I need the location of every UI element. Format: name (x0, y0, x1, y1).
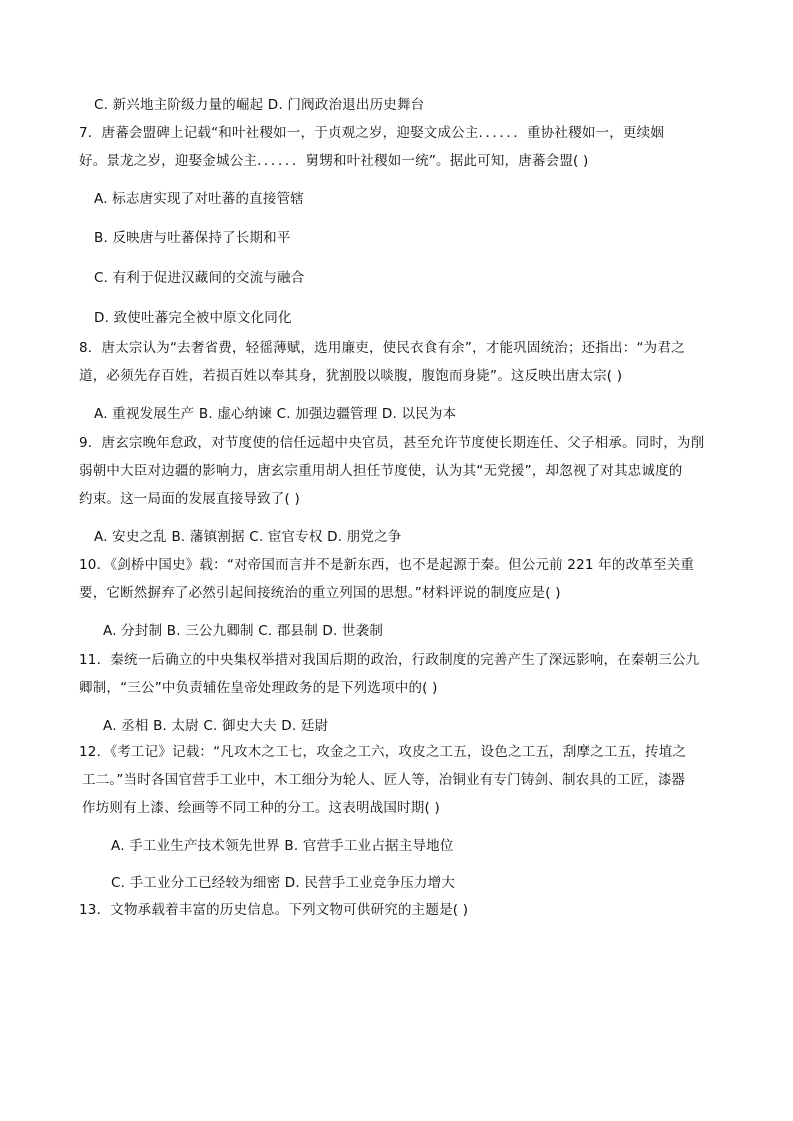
q12-options-ab: A. 手工业生产技术领先世界 B. 官营手工业占据主导地位 (111, 838, 454, 854)
q11-options: A. 丞相 B. 太尉 C. 御史大夫 D. 廷尉 (103, 718, 329, 734)
q9-stem-line-1: 9．唐玄宗晚年怠政，对节度使的信任远超中央官员，甚至允许节度使长期连任、父子相承。同时，为削 (79, 435, 705, 451)
q10-stem-line-1: 10．《剑桥中国史》载：“对帝国而言并不是新东西，也不是起源于秦。但公元前 221 年的改革至关重 (79, 557, 695, 573)
q8-stem-line-2: 道，必须先存百姓，若损百姓以奉其身，犹割股以啖腹，腹饱而身毙”。这反映出唐太宗( ) (79, 368, 623, 384)
q8-options: A. 重视发展生产 B. 虚心纳谏 C. 加强边疆管理 D. 以民为本 (94, 406, 457, 422)
q12-options-cd: C. 手工业分工已经较为细密 D. 民营手工业竞争压力增大 (111, 875, 456, 891)
q7-option-a: A. 标志唐实现了对吐蕃的直接管辖 (94, 191, 304, 207)
q9-stem-line-3: 约束。这一局面的发展直接导致了( ) (79, 491, 300, 507)
q7-option-b: B. 反映唐与吐蕃保持了长期和平 (94, 230, 291, 246)
q7-stem-line-1: 7．唐蕃会盟碑上记载“和叶社稷如一，于贞观之岁，迎娶文成公主．．．．．．重协社稷如一，更续姻 (79, 125, 665, 141)
q12-stem-line-1: 12．《考工记》记载：“凡攻木之工七，攻金之工六，攻皮之工五，设色之工五，刮摩之工五，抟埴之 (79, 744, 687, 760)
q9-stem-line-2: 弱朝中大臣对边疆的影响力，唐玄宗重用胡人担任节度使，认为其“无党援”，却忽视了对其忠诚度的 (79, 463, 683, 479)
q8-stem-line-1: 8．唐太宗认为“去奢省费，轻徭薄赋，选用廉吏，使民衣食有余”，才能巩固统治；还指出：“为君之 (79, 340, 685, 356)
q10-stem-line-2: 要，它断然摒弃了必然引起间接统治的重立列国的思想。”材料评说的制度应是( ) (79, 585, 561, 601)
q9-options: A. 安史之乱 B. 藩镇割据 C. 宦官专权 D. 朋党之争 (94, 529, 402, 545)
q12-stem-line-2: 工二。”当时各国官营手工业中，木工细分为轮人、匠人等，冶铜业有专门铸剑、制农具的工匠，漆器 (82, 772, 686, 788)
q11-stem-line-2: 卿制，“三公”中负责辅佐皇帝处理政务的是下列选项中的( ) (79, 680, 438, 696)
q6-options-cd: C. 新兴地主阶级力量的崛起 D. 门阀政治退出历史舞台 (94, 97, 425, 113)
q12-stem-line-3: 作坊则有上漆、绘画等不同工种的分工。这表明战国时期( ) (82, 800, 440, 816)
q7-option-c: C. 有利于促进汉藏间的交流与融合 (94, 270, 305, 286)
q7-stem-line-2: 好。景龙之岁，迎娶金城公主．．．．．．舅甥和叶社稷如一统”。据此可知，唐蕃会盟( ) (79, 153, 589, 169)
q11-stem-line-1: 11．秦统一后确立的中央集权举措对我国后期的政治，行政制度的完善产生了深远影响，在秦朝三公九 (79, 652, 700, 668)
q10-options: A. 分封制 B. 三公九卿制 C. 郡县制 D. 世袭制 (103, 623, 384, 639)
q13-stem-line-1: 13．文物承载着丰富的历史信息。下列文物可供研究的主题是( ) (79, 902, 469, 918)
q7-option-d: D. 致使吐蕃完全被中原文化同化 (94, 310, 292, 326)
